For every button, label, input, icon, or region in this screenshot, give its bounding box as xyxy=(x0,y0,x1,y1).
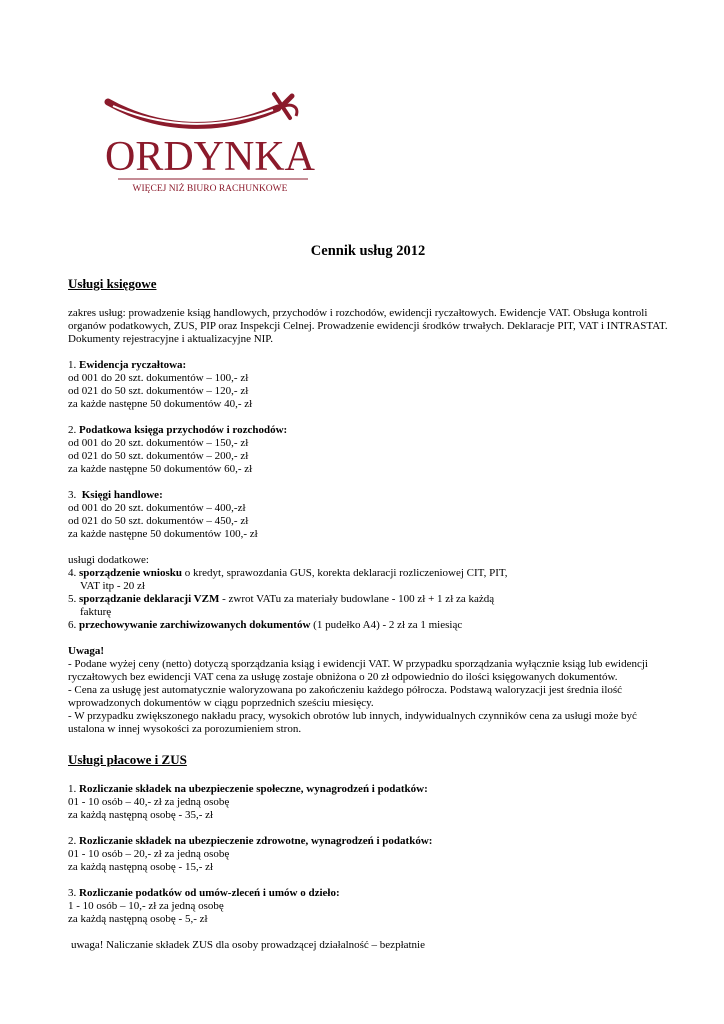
section-heading-payroll: Usługi płacowe i ZUS xyxy=(68,752,187,767)
price-item: 1. Rozliczanie składek na ubezpieczenie społeczne, wynagrodzeń i podatków: 01 - 10 osób – 40,- zł za jedną osobę za każdą następną osobę - 35,- zł xyxy=(68,783,428,821)
note-block: Uwaga! - Podane wyżej ceny (netto) dotyczą sporządzania ksiąg i ewidencji VAT. W przypadku sporządzania wyłącznie ksiąg lub ewidencji ryczałtowych bez ewidencji VAT cena za usługę zostaje obniżona o 20 zł odpowiednio do ilości księgowanych dokumentów. - Cena za usługę jest automatycznie waloryzowana po zakończeniu każdego półrocza. Podstawą waloryzacji jest średnia ilość wprowadzonych dokumentów w ciągu poprzednich sześciu miesięcy. - W przypadku zwiększonego nakładu pracy, wysokich obrotów lub innych, indywidualnych czynników cena za usługi może być ustalona w innej wysokości za porozumieniem stron. xyxy=(68,645,648,735)
logo-tagline: WIĘCEJ NIŻ BIURO RACHUNKOWE xyxy=(132,184,288,194)
page-title: Cennik usług 2012 xyxy=(310,243,426,259)
sabre-icon xyxy=(68,82,354,212)
footer-note: uwaga! Naliczanie składek ZUS dla osoby prowadzącej działalność – bezpłatnie xyxy=(71,939,425,951)
section-heading-accounting: Usługi księgowe xyxy=(68,276,157,291)
logo-brand: ORDYNKA xyxy=(105,134,315,180)
price-item: 2. Rozliczanie składek na ubezpieczenie zdrowotne, wynagrodzeń i podatków: 01 - 10 osób – 20,- zł za jedną osobę za każdą następną osobę - 15,- zł xyxy=(68,835,433,873)
scope-text: zakres usług: prowadzenie ksiąg handlowych, przychodów i rozchodów, ewidencji ryczałtowych. Ewidencje VAT. Obsługa kontroli organów podatkowych, ZUS, PIP oraz Inspekcji Celnej. Prowadzenie ewidencji środków trwałych. Deklaracje PIT, VAT i INTRASTAT. Dokumenty rejestracyjne i aktualizacyjne NIP. xyxy=(68,307,668,345)
price-item: 2. Podatkowa księga przychodów i rozchodów: od 001 do 20 szt. dokumentów – 150,- zł od 021 do 50 szt. dokumentów – 200,- zł za każde następne 50 dokumentów 60,- zł xyxy=(68,424,288,475)
document-body xyxy=(68,242,668,952)
price-item: 3. Rozliczanie podatków od umów-zleceń i umów o dzieło: 1 - 10 osób – 10,- zł za jedną osobę za każdą następną osobę - 5,- zł xyxy=(68,887,340,925)
ordynka-logo xyxy=(68,82,354,212)
additional-services: usługi dodatkowe: 4. sporządzenie wniosku o kredyt, sprawozdania GUS, korekta deklaracji rozliczeniowej CIT, PIT, VAT itp - 20 zł 5. sporządzanie deklaracji VZM - zwrot VATu za materiały budowlane - 100 zł + 1 zł za każdą fakturę 6. przechowywanie zarchiwizowanych dokumentów (1 pudełko A4) - 2 zł za 1 miesiąc xyxy=(68,554,508,631)
price-item: 1. Ewidencja ryczałtowa: od 001 do 20 szt. dokumentów – 100,- zł od 021 do 50 szt. dokumentów – 120,- zł za każde następne 50 dokumentów 40,- zł xyxy=(68,359,253,410)
price-item: 3. Księgi handlowe: od 001 do 20 szt. dokumentów – 400,-zł od 021 do 50 szt. dokumentów – 450,- zł za każde następne 50 dokumentów 100,- zł xyxy=(68,489,258,540)
